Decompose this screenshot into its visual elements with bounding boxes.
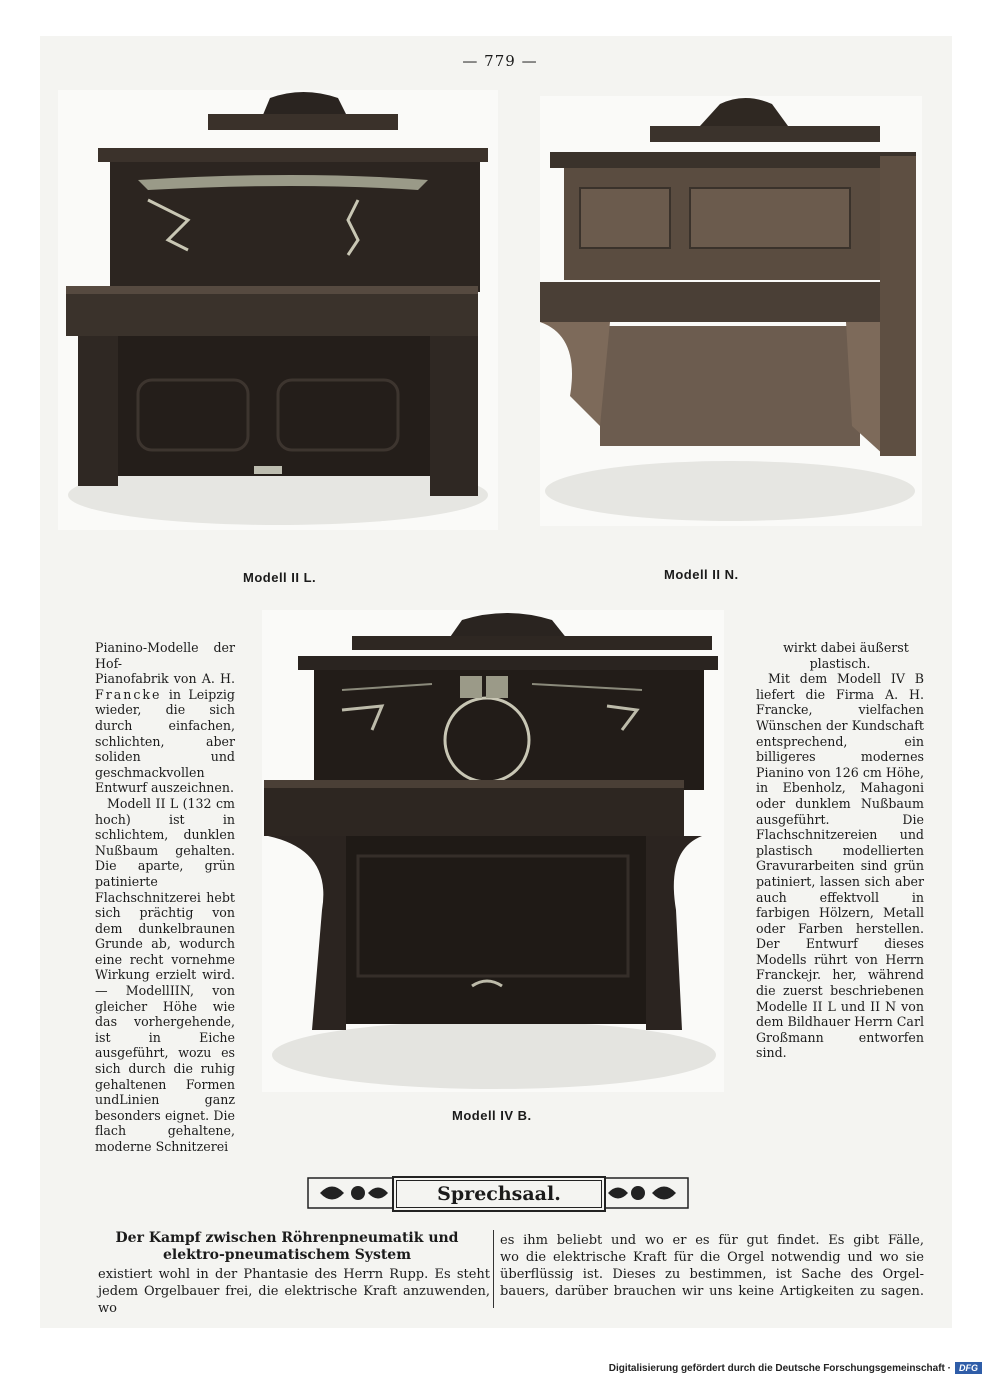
article-headline [86, 1230, 488, 1264]
caption-modell-2l: Modell II L. [243, 570, 317, 585]
headline-line-2: elektro-pneumatischem System [162, 1247, 412, 1263]
section-banner [306, 1172, 690, 1214]
left-text-column [95, 640, 235, 1155]
left-p1-line1: Pianino-Modelle der Hof- [95, 640, 235, 671]
footer-text: Digitalisierung gefördert durch die Deutsche Forschungsgemeinschaft · [608, 1362, 951, 1374]
article-right-line-1: es ihm beliebt und wo er es für gut findet. Es gibt Fälle, [500, 1233, 924, 1248]
left-p1-line2: Pianofabrik von A. H. [95, 671, 235, 687]
piano-illustration-4b [262, 610, 724, 1092]
right-text-column [756, 640, 924, 1061]
photo-modell-2l [58, 90, 498, 530]
article-right-line-4: bauers, darüber brauchen wir uns keine Artigkeiten zu sagen. [500, 1284, 924, 1299]
caption-modell-4b: Modell IV B. [452, 1108, 532, 1123]
dfg-logo: DFG [955, 1362, 982, 1374]
piano-illustration-2l [58, 90, 498, 530]
footer-credit [609, 1362, 982, 1374]
headline-line-1: Der Kampf zwischen Röhrenpneumatik und [115, 1230, 459, 1246]
photo-modell-4b [262, 610, 724, 1092]
right-p2: Mit dem Modell IV B liefert die Firma A. H. Francke, vielfachen Wünschen der Kundschaft entsprechend, ein billigeres modernes Pianino von 126 cm Höhe, in Ebenholz, Mahagoni oder dunklem Nußbaum ausgeführt. Die Flachschnitzereien und plastisch modellierten Gravurarbeiten sind grün patiniert, lassen sich aber auch effektvoll in farbigen Hölzern, Metall oder Farben herstellen. Der Entwurf dieses Modells rührt von Herrn Franckejr. her, während die zuerst beschriebenen Modelle II L und II N von dem Bildhauer Herrn Carl Großmann entworfen sind. [756, 671, 924, 1061]
piano-illustration-2n [540, 96, 922, 526]
right-p1: wirkt dabei äußerst plastisch. [783, 640, 909, 671]
article-right-line-2: wo die elektrische Kraft für die Orgel notwendig und wo sie [500, 1250, 924, 1265]
section-title: Sprechsaal. [392, 1176, 606, 1212]
photo-modell-2n [540, 96, 922, 526]
left-p1-rest: in Leipzig wieder, die sich durch einfachen, schlichten, aber soliden und geschmackvollen Entwurf auszeichnen. [95, 686, 235, 796]
caption-modell-2n: Modell II N. [664, 567, 739, 582]
article-left-text [98, 1266, 490, 1317]
column-divider [493, 1230, 494, 1308]
article-left-line-1: existiert wohl in der Phantasie des Herrn Rupp. Es steht [98, 1267, 490, 1282]
article-left-line-2: jedem Orgelbauer frei, die elektrische Kraft anzuwenden, wo [98, 1284, 490, 1316]
left-p1-name: Francke [95, 686, 162, 702]
left-p2: Modell II L (132 cm hoch) ist in schlichtem, dunklen Nußbaum gehalten. Die aparte, grün patinierte Flachschnitzerei hebt sich prächtig von dem dunkelbraunen Grunde ab, wodurch eine recht vornehme Wirkung erzielt wird.— ModellIIN, von gleicher Höhe wie das vorhergehende, ist in Eiche ausgeführt, wozu es sich durch die ruhig gehaltenen Formen undLinien ganz besonders eignet. Die flach gehaltene, moderne Schnitzerei [95, 795, 235, 1154]
article-right-text [500, 1232, 924, 1300]
page-number: — 779 — [462, 52, 538, 70]
article-right-line-3: überflüssig ist. Dieses zu bestimmen, ist Sache des Orgel- [500, 1267, 924, 1282]
